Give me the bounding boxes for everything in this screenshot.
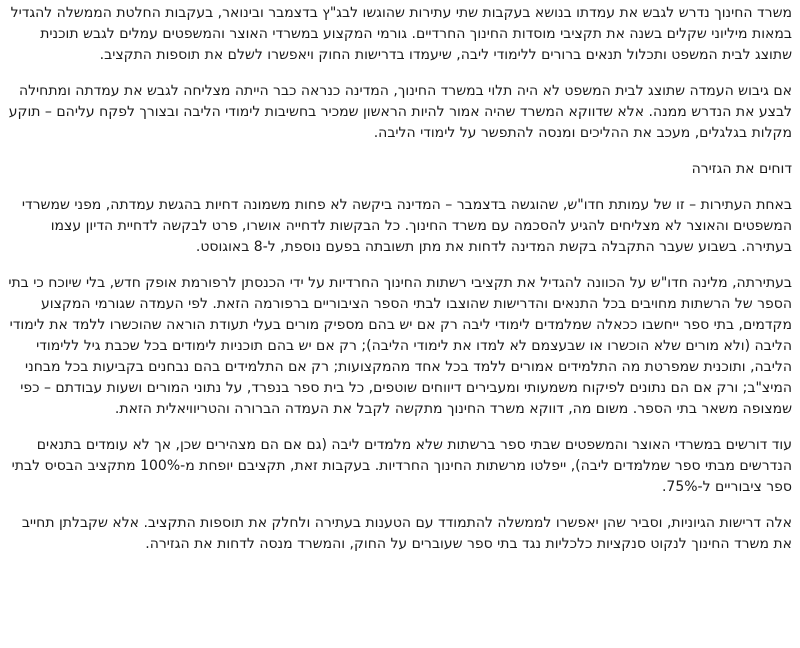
article-paragraph-5: עוד דורשים במשרדי האוצר והמשפטים שבתי ספר ברשתות שלא מלמדים ליבה (גם אם הם מצהירים שכן, אך לא עומדים בתנאים הנדרשים מבתי ספר שמלמדים ליבה), ייפלטו מרשתות החינוך החרדיות. בעקבות זאת, תקציבם יופחת מ-100% מתקציב הבסיס לבתי ספר ציבוריים ל-75%. xyxy=(11,437,792,495)
article-paragraph-2: אם גיבוש העמדה שתוצג לבית המשפט לא היה תלוי במשרד החינוך, המדינה כנראה כבר הייתה מצליחה לגבש את עמדתה ומתחילה לבצע את הנדרש ממנה. אלא שדווקא המשרד שהיה אמור להיות הראשון שמכיר בחשיבות לימודי הליבה ובצורך לפקח עליהם – תוקע מקלות בגלגלים, מעכב את ההליכים ומנסה להתפשר על לימודי הליבה. xyxy=(8,83,792,141)
section-subhead: דוחים את הגזירה xyxy=(691,161,792,177)
article-paragraph-1: משרד החינוך נדרש לגבש את עמדתו בנושא בעקבות שתי עתירות שהוגשו לבג"ץ בדצמבר ובינואר, בעקבות החלטת הממשלה להגדיל במאות מיליוני שקלים בשנה את תקציבי מוסדות החינוך החרדיים. גורמי המקצוע במשרדי האוצר והמשפטים עמלים לגבש תוכנית שתוצג לבית המשפט ותכלול תנאים ברורים ללימודי ליבה, שיעמדו בדרישות החוק ויאפשרו לשלם את תוספות התקציב. xyxy=(10,5,792,63)
article-paragraph-4: בעתירתה, מלינה חדו"ש על הכוונה להגדיל את תקציבי רשתות החינוך החרדיות על ידי הכנסתן לרפורמת אופק חדש, בלי שיוכח כי בתי הספר של הרשתות מחויבים בכל התנאים והדרישות שהוצבו לבתי הספר הציבוריים ברפורמה הזאת. לפי העמדה שגורמי המקצוע מקדמים, בתי ספר ייחשבו ככאלה שמלמדים לימודי ליבה רק אם יש בהם מספיק מורים בעלי תעודת הוראה שהוכשרו ללמד את לימודי הליבה (ולא מורים שלא הוכשרו או שבעצמם לא למדו את לימודי הליבה); רק אם יש בהם תוכניות לימודים בכל שכבת גיל ללימודי הליבה, ותוכנית שמפרטת מה התלמידים אמורים ללמד בכל אחד מהמקצועות; רק אם התלמידים בהם נבחנים בקביעות בכל מבחני המיצ"ב; ורק אם הם נתונים לפיקוח משמעותי ומעבירים דיווחים שוטפים, כל בית ספר בנפרד, על נתוני המורים ושעות עבודתם – כפי שמצופה משאר בתי הספר. משום מה, דווקא משרד החינוך מתקשה לקבל את העמדה הברורה והטריוויאלית הזאת. xyxy=(8,275,792,417)
article-paragraph-3: באחת העתירות – זו של עמותת חדו"ש, שהוגשה בדצמבר – המדינה ביקשה לא פחות משמונה דחיות בהגשת עמדתה, מפני שמשרדי המשפטים והאוצר לא מצליחים להגיע להסכמה עם משרד החינוך. כל הבקשות לדחייה אושרו, פרט לבקשה לדחיית הדיון עצמו בעתירה. בשבוע שעבר התקבלה בקשת המדינה לדחות את מתן תשובתה בפעם נוספת, ל-8 באוגוסט. xyxy=(21,197,792,255)
article-paragraph-6: אלה דרישות הגיוניות, וסביר שהן יאפשרו לממשלה להתמודד עם הטענות בעתירה ולחלק את תוספות התקציב. אלא שקבלתן תחייב את משרד החינוך לנקוט סנקציות כלכליות נגד בתי ספר שעוברים על החוק, והמשרד מנסה לדחות את הגזירה. xyxy=(21,515,792,552)
